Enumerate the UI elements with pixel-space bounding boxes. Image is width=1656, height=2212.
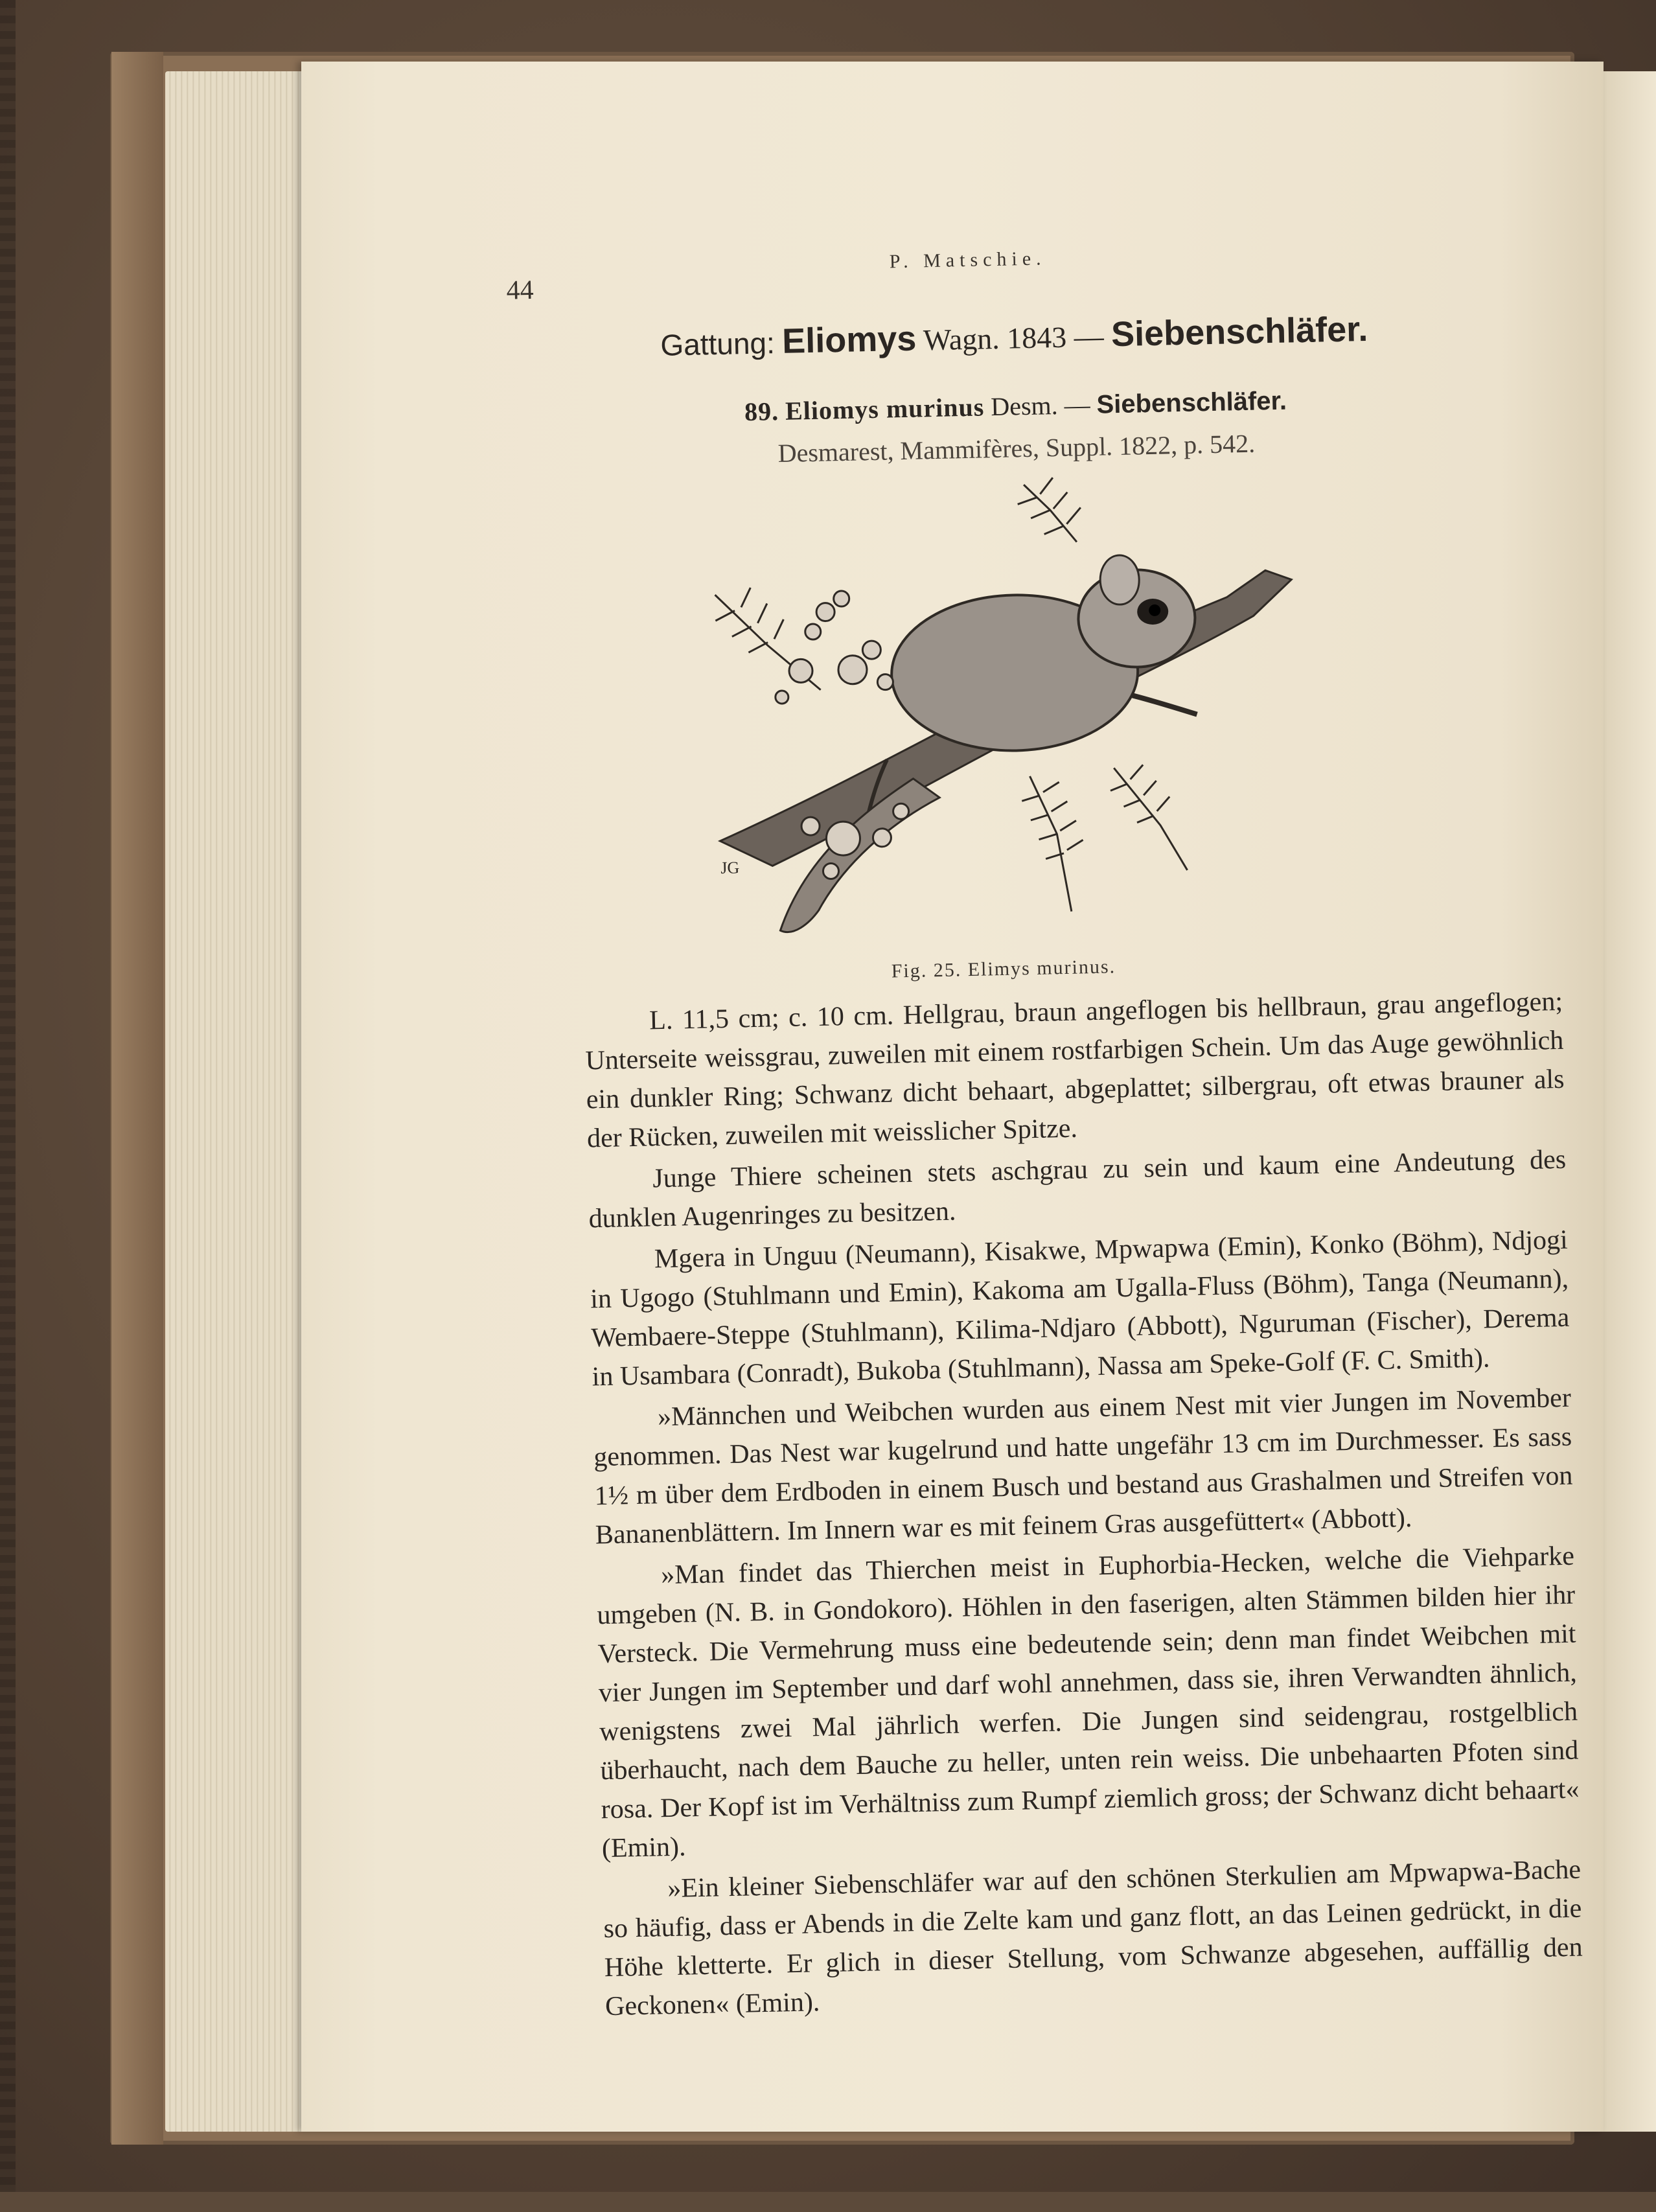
genus-heading (651, 309, 1377, 364)
paragraph-localities: Mgera in Unguu (Neumann), Kisakwe, Mpwapwa (Emin), Konko (Böhm), Ndjogi in Ugogo (Stuhlmann und Emin), Kakoma am Ugalla-Fluss (Böhm), Tanga (Neumann), Wembaere-Steppe (Stuhlmann), Kilima-Ndjaro (Abbott), Nguruman (Fischer), Derema in Usambara (Conradt), Bukoba (Stuhlmann), Nassa am Speke-Golf (F. C. Smith). (590, 1225, 1570, 1392)
species-common-name: Siebenschläfer. (1096, 386, 1287, 419)
paragraph-juveniles: Junge Thiere scheinen stets aschgrau zu sein und kaum eine Andeutung des dunklen Augenringes zu besitzen. (588, 1144, 1567, 1234)
engraving-image (687, 465, 1383, 958)
species-name: Eliomys murinus (785, 392, 985, 426)
species-citation: Desmarest, Mammifères, Suppl. 1822, p. 542. (777, 428, 1256, 468)
genus-author-year: Wagn. 1843 — (923, 319, 1105, 357)
paragraph-description: L. 11,5 cm; c. 10 cm. Hellgrau, braun angeflogen bis hellbraun, grau angeflogen; Unterseite weissgrau, zuweilen mit einem rostfarbigen Schein. Um das Auge gewöhnlich ein dunkler Ring; Schwanz dicht behaart, abgeplattet; silbergrau, oft etwas brauner als der Rücken, zuweilen mit weisslicher Spitze. (585, 986, 1565, 1154)
running-head: P. Matschie. (889, 248, 1046, 273)
species-author: Desm. — (990, 389, 1091, 422)
paragraph-quote-abbott: »Männchen und Weibchen wurden aus einem Nest mit vier Jungen im November genommen. Das Nest war kugelrund und hatte ungefähr 13 cm im Durchmesser. Es sass 1½ m über dem Erdboden in einem Busch und bestand aus Grashalmen und Streifen von Bananenblättern. Im Innern war es mit feinem Gras ausgefüttert« (Abbott). (593, 1383, 1573, 1550)
genus-prefix: Gattung: (660, 326, 776, 362)
dormouse-illustration (687, 465, 1383, 958)
paragraph-quote-emin-1: »Man findet das Thierchen meist in Euphorbia-Hecken, welche die Viehparke umgeben (N. B. in Gondokoro). Höhlen in den faserigen, alten Stämmen bilden hier ihr Versteck. Die Vermehrung muss eine bedeutende sein; denn man findet Weibchen mit vier Jungen im September und darf wohl annehmen, dass sie, ihren Verwandten ähnlich, wenigstens zwei Mal jährlich werfen. Die Jungen sind seidengrau, rostgelblich überhaucht, nach dem Bauche zu heller, unten rein weiss. Die unbehaarten Pfoten sind rosa. Der Kopf ist im Verhältniss zum Rumpf ziemlich gross; der Schwanz dicht behaart« (Emin). (597, 1541, 1580, 1864)
genus-common-name: Siebenschläfer. (1110, 309, 1368, 354)
page-number: 44 (506, 275, 535, 306)
genus-name: Eliomys (781, 319, 917, 361)
species-number: 89. (744, 397, 779, 427)
paragraph-quote-emin-2: »Ein kleiner Siebenschläfer war auf den schönen Sterkulien am Mpwapwa-Bache so häufig, dass er Abends in die Zelte kam und ganz flott, an das Leinen gedrückt, in die Höhe kletterte. Er glich in dieser Stellung, vom Schwanze abgesehen, auffällig den Geckonen« (Emin). (603, 1854, 1583, 2022)
body-text (584, 982, 1584, 2026)
species-heading (698, 384, 1333, 428)
engraver-signature: JG (720, 858, 740, 878)
dormouse-ear (1099, 555, 1140, 605)
figure-caption: Fig. 25. Elimys murinus. (891, 956, 1116, 982)
